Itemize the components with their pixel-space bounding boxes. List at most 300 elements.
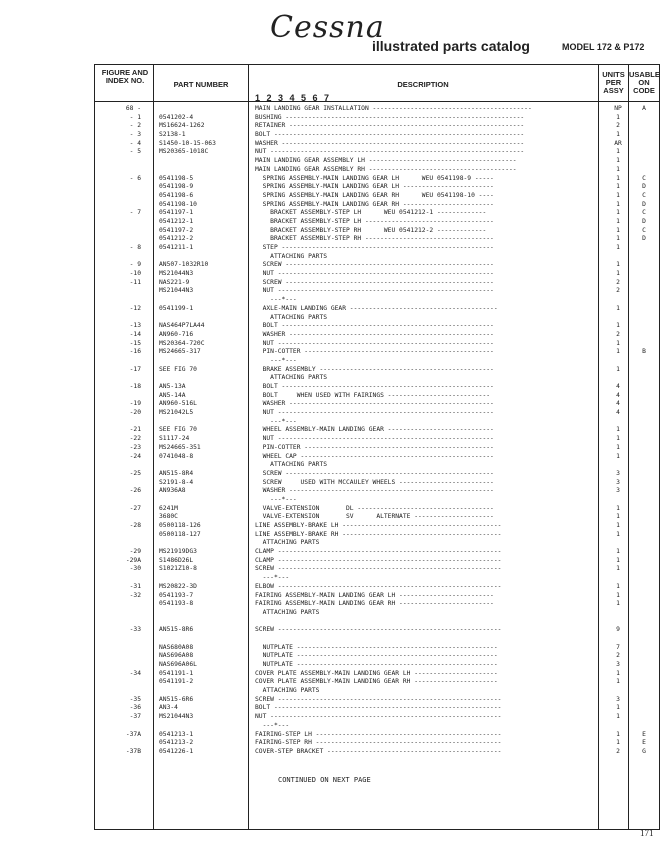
description: RETAINER -------------------------------------------------------------- (255, 122, 525, 130)
table-row (95, 131, 659, 140)
col-header-figure: FIGURE AND INDEX NO. (101, 68, 149, 85)
part-number: 0541212-2 (159, 235, 194, 243)
table-row (95, 209, 659, 218)
part-number: MS21044N3 (159, 713, 194, 721)
table-row (95, 626, 659, 635)
description: AXLE-MAIN LANDING GEAR --------------------------------------- (255, 304, 498, 312)
figure-index: -25 (129, 469, 141, 477)
table-row (95, 513, 659, 522)
description: BOLT WHEN USED WITH FAIRINGS --------------------------- (255, 391, 491, 399)
units-per-assy: 1 (616, 548, 620, 556)
table-row (95, 557, 659, 566)
table-row (95, 565, 659, 574)
description: ATTACHING PARTS (255, 539, 320, 547)
part-number: 0541197-1 (159, 209, 194, 217)
table-row (95, 105, 659, 114)
description: NUT --------------------------------------------------------- (255, 270, 494, 278)
description: WASHER ------------------------------------------------------ (255, 330, 494, 338)
units-per-assy: 1 (616, 209, 620, 217)
figure-index: -14 (129, 330, 141, 338)
table-row (95, 505, 659, 514)
table-row (95, 253, 659, 262)
table-row (95, 496, 659, 505)
units-per-assy: 1 (616, 200, 620, 208)
units-per-assy: 1 (616, 435, 620, 443)
description: WASHER ------------------------------------------------------ (255, 400, 494, 408)
description: BOLT ------------------------------------------------------------ (255, 704, 502, 712)
continued-note: CONTINUED ON NEXT PAGE (278, 776, 371, 784)
units-per-assy: 4 (616, 400, 620, 408)
cessna-logo: Cessna (270, 10, 385, 45)
description: CLAMP ----------------------------------------------------------- (255, 556, 502, 564)
part-number: 0541213-1 (159, 730, 194, 738)
description: FAIRING-STEP LH ------------------------------------------------- (255, 730, 502, 738)
part-number: 0541211-1 (159, 244, 194, 251)
description: ---*--- (255, 296, 297, 304)
usable-code: D (642, 200, 646, 208)
table-row (95, 175, 659, 184)
description: ATTACHING PARTS (255, 687, 320, 695)
figure-index: -12 (129, 304, 141, 312)
description: VALVE-EXTENSION SV ALTERNATE --------------------- (255, 513, 494, 521)
part-number: NAS221-9 (159, 278, 190, 286)
table-row (95, 426, 659, 435)
figure-index: 68 - (125, 105, 141, 112)
units-per-assy: 1 (616, 157, 620, 165)
units-per-assy: 1 (616, 678, 620, 686)
table-row (95, 270, 659, 279)
units-per-assy: 2 (616, 122, 620, 130)
units-per-assy: 1 (616, 600, 620, 608)
part-number: AN515-8R6 (159, 626, 194, 634)
part-number: AN515-6R6 (159, 695, 194, 703)
table-row (95, 166, 659, 175)
table-row (95, 609, 659, 618)
description: BRACKET ASSEMBLY-STEP LH WEU 0541212-1 ------------- (255, 209, 487, 217)
figure-index: - 9 (129, 261, 141, 269)
description: FAIRING-STEP RH ------------------------------------------------- (255, 739, 502, 747)
units-per-assy: 1 (616, 191, 620, 199)
description: WASHER ---------------------------------------------------------------- (255, 139, 525, 147)
usable-code: E (642, 739, 646, 747)
units-per-assy: 2 (616, 652, 620, 660)
table-row (95, 678, 659, 687)
table-row (95, 583, 659, 592)
units-per-assy: AR (614, 139, 622, 147)
usable-code: D (642, 235, 646, 243)
table-row (95, 487, 659, 496)
description: NUT --------------------------------------------------------- (255, 409, 494, 417)
description: SCREW ----------------------------------------------------------- (255, 565, 502, 573)
figure-index: -29A (125, 556, 141, 564)
table-row (95, 279, 659, 288)
figure-index: - 4 (129, 139, 141, 147)
part-number: S1486D26L (159, 556, 194, 564)
description: BOLT -------------------------------------------------------- (255, 383, 494, 390)
part-number: MS21919DG3 (159, 548, 197, 556)
units-per-assy: 1 (616, 365, 620, 373)
figure-index: -17 (129, 365, 141, 373)
page-number: 171 (640, 828, 654, 838)
description: PIN-COTTER -------------------------------------------------- (255, 348, 494, 356)
description: ---*--- (255, 574, 290, 582)
table-row (95, 722, 659, 731)
usable-code: E (642, 730, 646, 738)
table-row (95, 600, 659, 609)
description: BRAKE ASSEMBLY ---------------------------------------------- (255, 365, 494, 373)
description: ATTACHING PARTS (255, 608, 320, 616)
description: COVER-STEP BRACKET ---------------------------------------------- (255, 747, 502, 755)
units-per-assy: 1 (616, 522, 620, 529)
part-number: MS20364-720C (159, 339, 205, 347)
parts-table (94, 64, 660, 830)
figure-index: -10 (129, 270, 141, 278)
units-per-assy: 1 (616, 582, 620, 590)
part-number: 0541191-1 (159, 669, 194, 677)
col-header-part-number: PART NUMBER (173, 80, 229, 89)
part-number: MS21044N3 (159, 270, 194, 278)
figure-index: - 8 (129, 244, 141, 251)
table-row (95, 261, 659, 270)
part-number: 0541213-2 (159, 739, 194, 747)
figure-index: -13 (129, 322, 141, 330)
figure-index: -37B (125, 747, 141, 755)
part-number: MS24665-351 (159, 443, 201, 451)
usable-code: A (642, 105, 646, 112)
col-header-units: UNITS PER ASSY (602, 70, 625, 95)
units-per-assy: 1 (616, 704, 620, 712)
table-row (95, 453, 659, 462)
model-label: MODEL 172 & P172 (562, 42, 645, 52)
units-per-assy: 1 (616, 235, 620, 243)
units-per-assy: 1 (616, 530, 620, 538)
description: BRACKET ASSEMBLY-STEP LH ---------------------------------- (255, 217, 494, 225)
part-number: AN960-716 (159, 330, 194, 338)
units-per-assy: 1 (616, 261, 620, 269)
page-header (0, 0, 672, 64)
units-per-assy: 1 (616, 730, 620, 738)
units-per-assy: 1 (616, 322, 620, 330)
figure-index: - 3 (129, 131, 141, 139)
description: SPRING ASSEMBLY-MAIN LANDING GEAR LH ------------------------ (255, 183, 494, 191)
figure-index: -32 (129, 591, 141, 599)
part-number: S1021Z10-8 (159, 565, 197, 573)
description: NUT --------------------------------------------------------- (255, 339, 494, 347)
table-row (95, 244, 659, 253)
part-number: S1450-10-15-063 (159, 139, 216, 147)
description: BUSHING --------------------------------------------------------------- (255, 113, 525, 121)
figure-index: -19 (129, 400, 141, 408)
units-per-assy: 1 (616, 426, 620, 434)
part-number: NAS696A06L (159, 661, 197, 668)
description: ATTACHING PARTS (255, 313, 328, 321)
description: SCREW ------------------------------------------------------- (255, 469, 494, 477)
table-row (95, 218, 659, 227)
units-per-assy: 3 (616, 487, 620, 495)
description: FAIRING ASSEMBLY-MAIN LANDING GEAR LH ------------------------- (255, 591, 494, 599)
part-number: MS21044N3 (159, 287, 194, 295)
units-per-assy: 1 (616, 148, 620, 156)
units-per-assy: 9 (616, 626, 620, 634)
figure-index: - 6 (129, 174, 141, 182)
description: SPRING ASSEMBLY-MAIN LANDING GEAR RH ------------------------ (255, 200, 494, 208)
description: BOLT ------------------------------------------------------------------ (255, 131, 525, 139)
description: NUT ------------------------------------------------------------------- (255, 148, 525, 156)
part-number: NAS464P7LA44 (159, 322, 205, 330)
figure-index: -30 (129, 565, 141, 573)
table-row (95, 461, 659, 470)
description: BOLT -------------------------------------------------------- (255, 322, 494, 330)
figure-index: -24 (129, 452, 141, 460)
table-row (95, 192, 659, 201)
units-per-assy: 2 (616, 747, 620, 755)
units-per-assy: 4 (616, 383, 620, 390)
units-per-assy: 1 (616, 217, 620, 225)
description: CLAMP ----------------------------------------------------------- (255, 548, 502, 556)
figure-index: -37 (129, 713, 141, 721)
figure-index: -23 (129, 443, 141, 451)
description: SCREW USED WITH MCCAULEY WHEELS ------------------------- (255, 478, 494, 486)
units-per-assy: 1 (616, 131, 620, 139)
part-number: AN936A8 (159, 487, 186, 495)
units-per-assy: 4 (616, 409, 620, 417)
table-row (95, 696, 659, 705)
units-per-assy: 1 (616, 504, 620, 512)
units-per-assy: 1 (616, 556, 620, 564)
table-row (95, 331, 659, 340)
units-per-assy: 1 (616, 339, 620, 347)
table-row (95, 652, 659, 661)
part-number: 0541198-5 (159, 174, 194, 182)
table-row (95, 644, 659, 653)
usable-code: D (642, 217, 646, 225)
part-number: NAS680A08 (159, 643, 194, 651)
description: VALVE-EXTENSION DL ------------------------------------ (255, 504, 494, 512)
table-row (95, 227, 659, 236)
table-row (95, 366, 659, 375)
figure-index: -18 (129, 383, 141, 390)
figure-index: - 2 (129, 122, 141, 130)
figure-index: -37A (125, 730, 141, 738)
usable-code: C (642, 174, 646, 182)
description: SPRING ASSEMBLY-MAIN LANDING GEAR LH WEU 0541198-9 ----- (255, 174, 494, 182)
description: ---*--- (255, 356, 297, 364)
description: SCREW ----------------------------------------------------------- (255, 626, 502, 634)
part-number: SEE FIG 70 (159, 426, 197, 434)
part-number: MS16624-1262 (159, 122, 205, 130)
part-number: 0500118-127 (159, 530, 201, 538)
table-row (95, 340, 659, 349)
description: NUTPLATE ----------------------------------------------------- (255, 652, 498, 660)
table-row (95, 418, 659, 427)
figure-index: -34 (129, 669, 141, 677)
units-per-assy: 1 (616, 452, 620, 460)
figure-index: -15 (129, 339, 141, 347)
usable-code: D (642, 183, 646, 191)
col-header-description: DESCRIPTION (397, 80, 449, 89)
table-row (95, 148, 659, 157)
part-number: MS20365-1018C (159, 148, 209, 156)
description: NUTPLATE ----------------------------------------------------- (255, 643, 498, 651)
description: LINE ASSEMBLY-BRAKE LH ------------------------------------------ (255, 522, 502, 529)
table-row (95, 548, 659, 557)
table-row (95, 713, 659, 722)
table-row (95, 235, 659, 244)
units-per-assy: 3 (616, 478, 620, 486)
units-per-assy: 7 (616, 643, 620, 651)
units-per-assy: 1 (616, 591, 620, 599)
units-per-assy: 1 (616, 244, 620, 251)
part-number: NAS696A08 (159, 652, 194, 660)
part-number: AN507-1032R10 (159, 261, 209, 269)
description: COVER PLATE ASSEMBLY-MAIN LANDING GEAR LH ---------------------- (255, 669, 498, 677)
table-row (95, 539, 659, 548)
description: BRACKET ASSEMBLY-STEP RH ---------------------------------- (255, 235, 494, 243)
description: ---*--- (255, 495, 297, 503)
table-row (95, 618, 659, 627)
table-row (95, 635, 659, 644)
table-row (95, 314, 659, 323)
usable-code: C (642, 226, 646, 234)
units-per-assy: 4 (616, 391, 620, 399)
units-per-assy: NP (614, 105, 622, 112)
description: WHEEL CAP --------------------------------------------------- (255, 452, 494, 460)
description: FAIRING ASSEMBLY-MAIN LANDING GEAR RH ------------------------- (255, 600, 494, 608)
figure-index: -11 (129, 278, 141, 286)
usable-code: B (642, 348, 646, 356)
description: SCREW ------------------------------------------------------- (255, 261, 494, 269)
table-row (95, 400, 659, 409)
table-row (95, 592, 659, 601)
description: STEP -------------------------------------------------------- (255, 244, 494, 251)
usable-code: C (642, 209, 646, 217)
table-row (95, 704, 659, 713)
part-number: 6241M (159, 504, 178, 512)
part-number: MS20822-3D (159, 582, 197, 590)
usable-code: C (642, 191, 646, 199)
table-row (95, 287, 659, 296)
part-number: 0500118-126 (159, 522, 201, 529)
description: NUTPLATE ----------------------------------------------------- (255, 661, 498, 668)
description: NUT --------------------------------------------------------- (255, 287, 494, 295)
description: MAIN LANDING GEAR ASSEMBLY LH --------------------------------------- (255, 157, 517, 165)
figure-index: - 1 (129, 113, 141, 121)
description: ATTACHING PARTS (255, 252, 328, 260)
table-row (95, 157, 659, 166)
description: ELBOW ----------------------------------------------------------- (255, 582, 502, 590)
part-number: S2191-8-4 (159, 478, 194, 486)
description: MAIN LANDING GEAR ASSEMBLY RH --------------------------------------- (255, 165, 517, 173)
parts-rows (95, 105, 659, 757)
figure-index: -20 (129, 409, 141, 417)
description: SPRING ASSEMBLY-MAIN LANDING GEAR RH WEU 0541198-10 ---- (255, 191, 494, 199)
units-per-assy: 3 (616, 695, 620, 703)
units-per-assy: 2 (616, 287, 620, 295)
table-row (95, 305, 659, 314)
indent-scale: 1 2 3 4 5 6 7 (255, 93, 332, 103)
figure-index: - 7 (129, 209, 141, 217)
units-per-assy: 1 (616, 165, 620, 173)
units-per-assy: 1 (616, 183, 620, 191)
units-per-assy: 1 (616, 739, 620, 747)
description: ---*--- (255, 721, 290, 729)
table-row (95, 409, 659, 418)
units-per-assy: 3 (616, 469, 620, 477)
table-row (95, 140, 659, 149)
table-row (95, 670, 659, 679)
header-divider (95, 101, 659, 102)
part-number: 0541198-6 (159, 191, 194, 199)
table-row (95, 435, 659, 444)
units-per-assy: 2 (616, 330, 620, 338)
table-row (95, 201, 659, 210)
table-row (95, 531, 659, 540)
figure-index: -28 (129, 522, 141, 529)
part-number: 0541197-2 (159, 226, 194, 234)
units-per-assy: 1 (616, 226, 620, 234)
figure-index: - 5 (129, 148, 141, 156)
catalog-title: illustrated parts catalog (372, 38, 530, 54)
table-row (95, 522, 659, 531)
table-row (95, 392, 659, 401)
part-number: 0541191-2 (159, 678, 194, 686)
part-number: MS21042L5 (159, 409, 194, 417)
units-per-assy: 1 (616, 304, 620, 312)
description: SCREW ----------------------------------------------------------- (255, 695, 502, 703)
units-per-assy: 1 (616, 713, 620, 721)
figure-index: -22 (129, 435, 141, 443)
figure-index: -27 (129, 504, 141, 512)
description: SCREW ------------------------------------------------------- (255, 278, 494, 286)
description: ATTACHING PARTS (255, 461, 328, 469)
figure-index: -26 (129, 487, 141, 495)
units-per-assy: 1 (616, 669, 620, 677)
table-row (95, 122, 659, 131)
part-number: S1117-24 (159, 435, 190, 443)
units-per-assy: 3 (616, 661, 620, 668)
part-number: AN3-4 (159, 704, 178, 712)
part-number: S2138-1 (159, 131, 186, 139)
part-number: 0541198-9 (159, 183, 194, 191)
figure-index: -16 (129, 348, 141, 356)
description: PIN-COTTER -------------------------------------------------- (255, 443, 494, 451)
table-row (95, 374, 659, 383)
part-number: 0541193-8 (159, 600, 194, 608)
figure-index: -21 (129, 426, 141, 434)
table-row (95, 687, 659, 696)
part-number: 3680C (159, 513, 178, 521)
description: WHEEL ASSEMBLY-MAIN LANDING GEAR ---------------------------- (255, 426, 494, 434)
part-number: AN960-516L (159, 400, 197, 408)
units-per-assy: 1 (616, 113, 620, 121)
table-row (95, 444, 659, 453)
table-row (95, 357, 659, 366)
part-number: 0541193-7 (159, 591, 194, 599)
units-per-assy: 1 (616, 443, 620, 451)
table-row (95, 574, 659, 583)
description: LINE ASSEMBLY-BRAKE RH ------------------------------------------ (255, 530, 502, 538)
figure-index: -33 (129, 626, 141, 634)
units-per-assy: 1 (616, 513, 620, 521)
part-number: MS24665-317 (159, 348, 201, 356)
part-number: 0541212-1 (159, 217, 194, 225)
units-per-assy: 1 (616, 270, 620, 278)
description: ---*--- (255, 417, 297, 425)
units-per-assy: 2 (616, 278, 620, 286)
units-per-assy: 1 (616, 565, 620, 573)
part-number: AN5-13A (159, 383, 186, 390)
table-row (95, 322, 659, 331)
